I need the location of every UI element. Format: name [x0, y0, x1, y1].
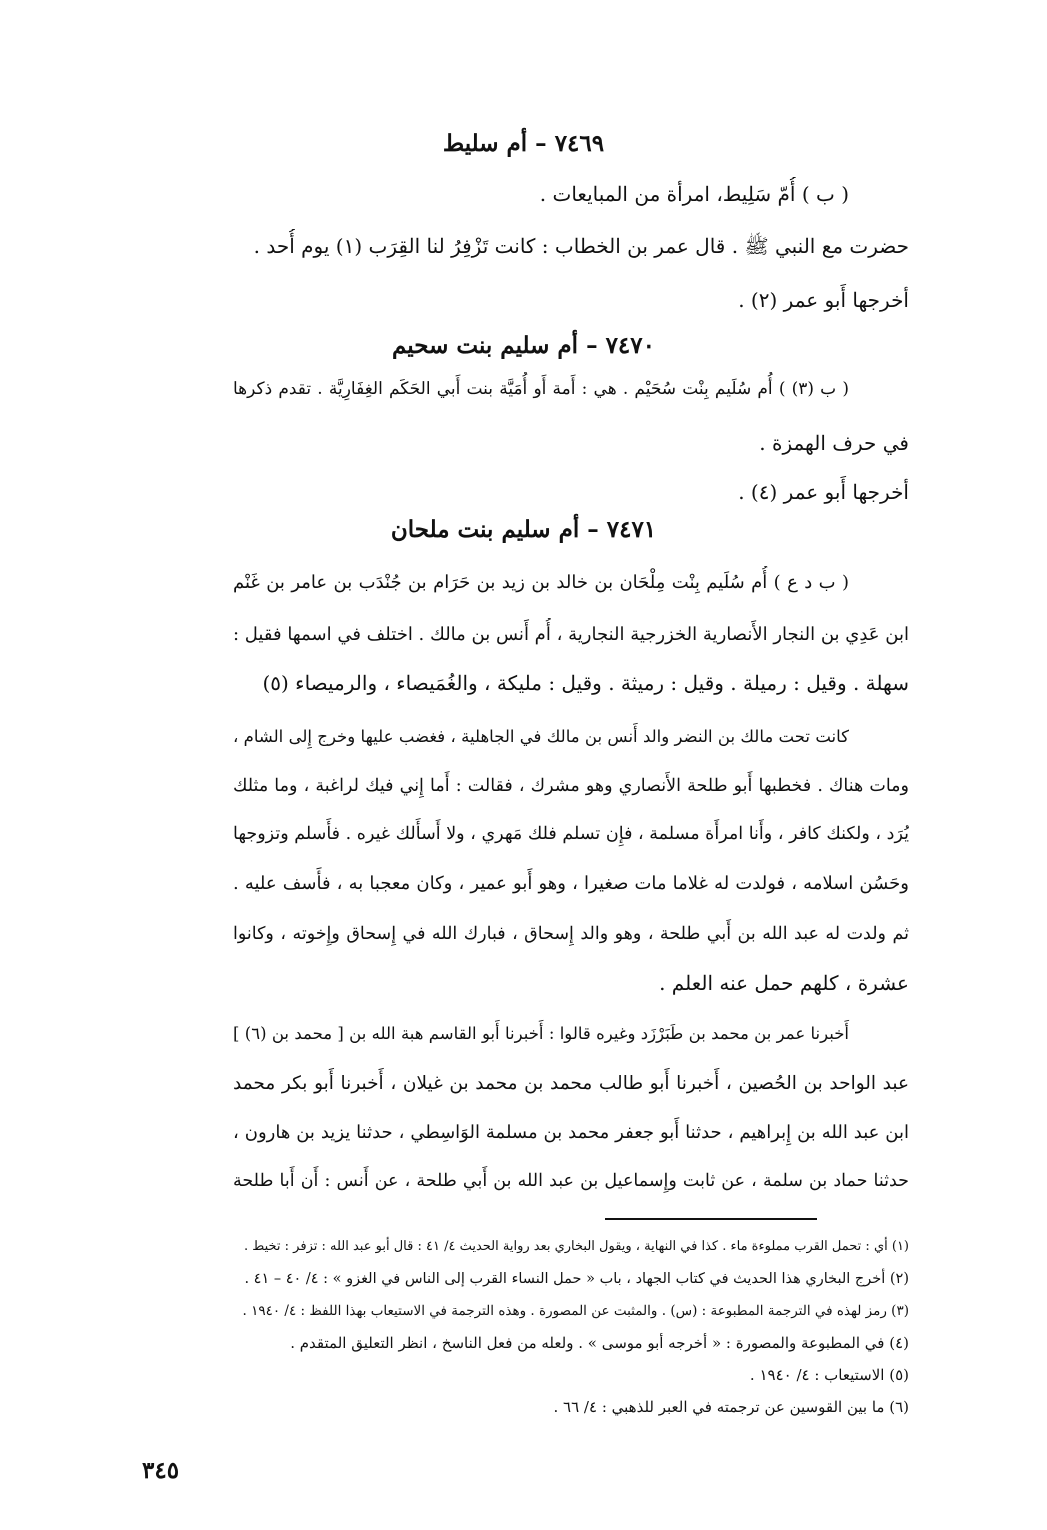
entry-text-line: عشرة ، كلهم حمل عنه العلم .: [659, 971, 909, 995]
entry-text-line: حدثنا حماد بن سلمة ، عن ثابت وإِسماعيل بن عبد الله بن أَبي طلحة ، عن أَنس : أَن أَبا طلحة: [233, 1171, 909, 1191]
footnote: (٤) في المطبوعة والمصورة : « أخرجه أبو موسى » . ولعله من فعل الناسخ ، انظر التعليق المتقدم .: [290, 1334, 909, 1352]
entry-text-line: سهلة . وقيل : رميلة . وقيل : رميثة . وقيل : مليكة ، والغُمَيصاء ، والرميصاء (٥): [262, 671, 909, 695]
entry-text-line: ابن عَدِي بن النجار الأَنصارية الخزرجية النجارية ، أُم أَنس بن مالك . اختلف في اسمها فقيل :: [233, 624, 909, 645]
entry-text-line: ( ب (٣) ) أُم سُلَيم بِنْت سُحَيْم . هي : أَمة أَو أُمَيَّة بنت أَبي الحَكَم الغِفَارِيَّة . تقدم ذكرها: [233, 379, 849, 399]
footnote: (٥) الاستيعاب : ٤/ ١٩٤٠ .: [749, 1366, 909, 1384]
entry-heading: ٧٤٧١ – أم سليم بنت ملحان: [390, 516, 657, 543]
entry-text-line: ومات هناك . فخطبها أَبو طلحة الأَنصاري وهو مشرك ، فقالت : أَما إِني فيك لراغبة ، وما مثلك: [233, 776, 909, 796]
entry-text-line: عبد الواحد بن الحُصين ، أَخبرنا أَبو طالب محمد بن محمد بن غيلان ، أَخبرنا أَبو بكر محمد: [233, 1073, 909, 1094]
entry-text-line: أخرجها أَبو عمر (٢) .: [738, 288, 909, 312]
entry-text-line: ابن عبد الله بن إِبراهيم ، حدثنا أَبو جعفر محمد بن مسلمة الوَاسِطي ، حدثنا يزيد بن هارون ،: [233, 1122, 909, 1143]
entry-heading: ٧٤٦٩ – أم سليط: [442, 130, 605, 157]
entry-text-line: كانت تحت مالك بن النضر والد أَنس بن مالك في الجاهلية ، فغضب عليها وخرج إِلى الشام ،: [233, 727, 849, 746]
entry-text-line: أَخبرنا عمر بن محمد بن طَبَرْزَد وغيره قالوا : أَخبرنا أَبو القاسم هبة الله بن [ محمد بن (٦) ]: [233, 1024, 849, 1043]
footnote: (٣) رمز لهذه في الترجمة المطبوعة : (س) . والمثبت عن المصورة . وهذه الترجمة في الاستيعاب بهذا اللفظ : ٤/ ١٩٤٠ .: [242, 1303, 909, 1319]
entry-text-line: ( ب ) أُمّ سَلِيط، امرأة من المبايعات .: [539, 182, 849, 206]
footnote: (٢) أخرج البخاري هذا الحديث في كتاب الجهاد ، باب « حمل النساء القرب إلى الناس في الغزو » : ٤/ ٤٠ – ٤١ .: [244, 1271, 909, 1287]
footnote: (٦) ما بين القوسين عن ترجمته في العبر للذهبي : ٤/ ٦٦ .: [553, 1398, 909, 1416]
entry-text-line: وحَسُن اسلامه ، فولدت له غلاما مات صغيرا ، وهو أَبو عمير ، وكان معجبا به ، فأَسف عليه .: [233, 873, 909, 894]
entry-text-line: في حرف الهمزة .: [759, 431, 909, 455]
entry-text-line: حضرت مع النبي ﷺ . قال عمر بن الخطاب : كانت تَزْفِرُ لنا القِرَب (١) يوم أُحد .: [253, 234, 909, 258]
entry-text-line: أخرجها أَبو عمر (٤) .: [738, 480, 909, 504]
entry-text-line: يُرَد ، ولكنك كافر ، وأَنا امرأَة مسلمة ، فإِن تسلم فلك مَهري ، ولا أَسأَلك غيره . فأَسلم وتزوجها: [233, 824, 909, 844]
page-number: ٣٤٥: [142, 1457, 180, 1484]
entry-text-line: ( ب د ع ) أُم سُلَيم بِنْت مِلْحَان بن خالد بن زيد بن حَرَام بن جُنْدَب بن عامر بن غَنْم: [233, 572, 849, 593]
entry-text-line: ثم ولدت له عبد الله بن أَبي طلحة ، وهو والد إِسحاق ، فبارك الله في إِسحاق وإِخوته ، وكانوا: [233, 924, 909, 944]
entry-heading: ٧٤٧٠ – أم سليم بنت سحيم: [391, 332, 655, 359]
footnote: (١) أي : تحمل القرب مملوءة ماء . كذا في النهاية ، ويقول البخاري بعد رواية الحديث ٤/ ٤١ : قال أبو عبد الله : تزفر : تخيط .: [244, 1239, 909, 1254]
footnote-divider: [605, 1218, 817, 1220]
